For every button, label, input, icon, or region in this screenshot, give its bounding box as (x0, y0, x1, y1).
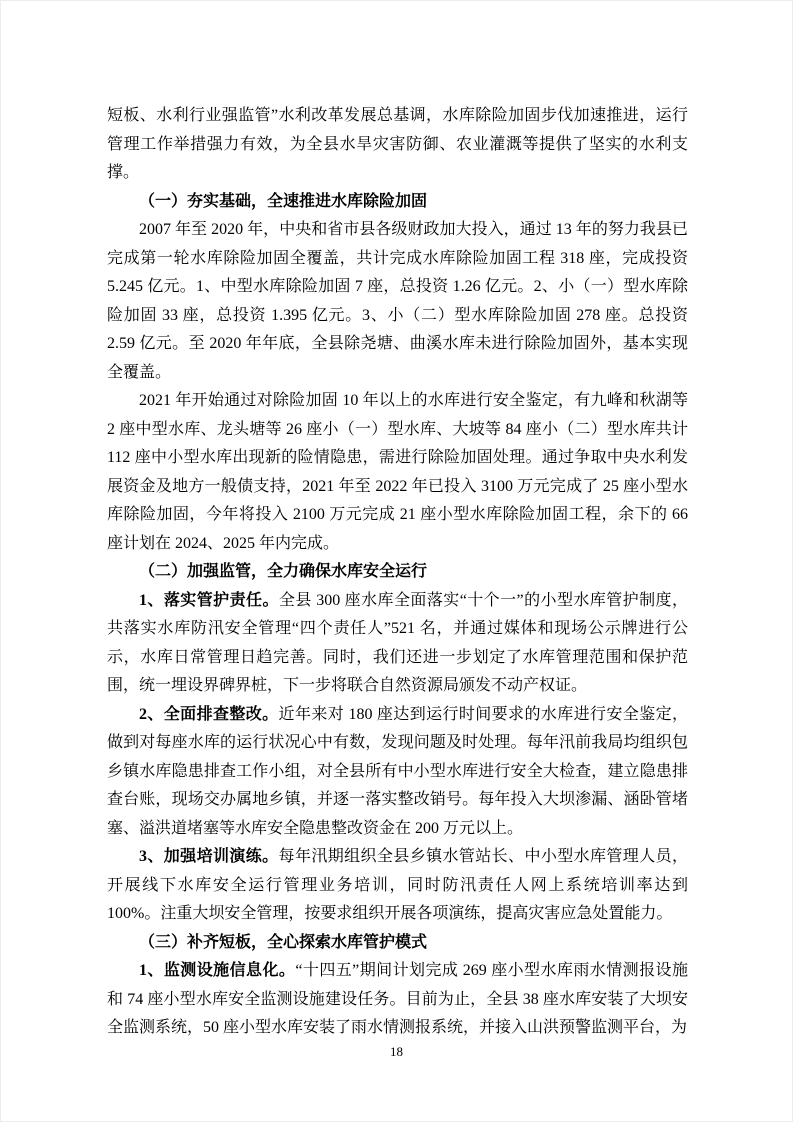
heading-text: （一）夯实基础，全速推进水库除险加固 (139, 192, 428, 210)
paragraph-continuation (107, 102, 688, 188)
paragraph-lead: 1、监测设施信息化。 (139, 962, 296, 979)
paragraph (107, 957, 688, 1043)
paragraph-text: 2007 年至 2020 年，中央和省市县各级财政加大投入，通过 13 年的努力我县已完成第一轮水库除险加固全覆盖，共计完成水库除险加固工程 318 座，完成投资 5.245 亿元。1、中型水库除险加固 7 座，总投资 1.26 亿元。2、小（一）型水库除险加固 33 座，总投资 1.395 亿元。3、小（二）型水库除险加固 278 座。总投资 2.59 亿元。至 2020 年年底，全县除尧塘、曲溪水库未进行除险加固外，基本实现全覆盖。 (107, 221, 688, 381)
paragraph-text: 全县 300 座水库全面落实“十个一”的小型水库管护制度，共落实水库防汛安全管理“四个责任人”521 名，并通过媒体和现场公示牌进行公示，水库日常管理日趋完善。同时，我们还进一步划定了水库管理范围和保护范围，统一埋设界碑界桩，下一步将联合自然资源局颁发不动产权证。 (107, 591, 688, 694)
paragraph-text: 近年来对 180 座达到运行时间要求的水库进行安全鉴定，做到对每座水库的运行状况心中有数，发现问题及时处理。每年汛前我局均组织包乡镇水库隐患排查工作小组，对全县所有中小型水库进行安全大检查，建立隐患排查台账，现场交办属地乡镇，并逐一落实整改销号。每年投入大坝渗漏、涵卧管堵塞、溢洪道堵塞等水库安全隐患整改资金在 200 万元以上。 (107, 705, 688, 837)
section-heading-3 (107, 929, 688, 958)
paragraph-text: “十四五”期间计划完成 269 座小型水库雨水情测报设施和 74 座小型水库安全监测设施建设任务。目前为止，全县 38 座水库安装了大坝安全监测系统，50 座小型水库安装了雨水情测报系统，并接入山洪预警监测平台，为 (107, 962, 688, 1036)
paragraph-text: 短板、水利行业强监管”水利改革发展总基调，水库除险加固步伐加速推进，运行管理工作举措强力有效，为全县水旱灾害防御、农业灌溉等提供了坚实的水利支撑。 (107, 107, 688, 181)
heading-text: （三）补齐短板，全心探索水库管护模式 (139, 933, 428, 951)
paragraph-lead: 1、落实管护责任。 (139, 591, 279, 609)
paragraph (107, 387, 688, 558)
paragraph (107, 216, 688, 387)
paragraph (107, 701, 688, 844)
section-heading-1 (107, 188, 688, 217)
paragraph (107, 843, 688, 929)
document-body (107, 102, 688, 1043)
page-number: 18 (390, 1044, 403, 1059)
paragraph-lead: 2、全面排查整改。 (139, 705, 279, 723)
paragraph (107, 587, 688, 701)
paragraph-text: 每年汛期组织全县乡镇水管站长、中小型水库管理人员，开展线下水库安全运行管理业务培训，同时防汛责任人网上系统培训率达到 100%。注重大坝安全管理，按要求组织开展各项演练，提高灾害应急处置能力。 (107, 848, 688, 922)
heading-text: （二）加强监管，全力确保水库安全运行 (139, 563, 428, 580)
section-heading-2 (107, 558, 688, 587)
paragraph-text: 2021 年开始通过对除险加固 10 年以上的水库进行安全鉴定，有九峰和秋湖等 2 座中型水库、龙头塘等 26 座小（一）型水库、大坡等 84 座小（二）型水库共计 112 座中小型水库出现新的险情隐患，需进行除险加固处理。通过争取中央水利发展资金及地方一般债支持，2021 年至 2022 年已投入 3100 万元完成了 25 座小型水库除险加固，今年将投入 2100 万元完成 21 座小型水库除险加固工程，余下的 66 座计划在 2024、2025 年内完成。 (107, 392, 688, 552)
paragraph-lead: 3、加强培训演练。 (139, 848, 279, 865)
